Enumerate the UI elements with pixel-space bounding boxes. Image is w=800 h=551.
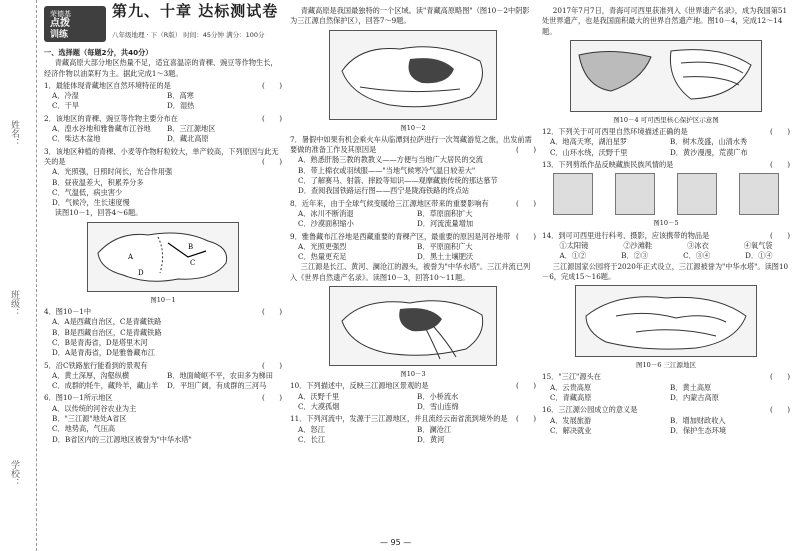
figure-caption: 图10－5 — [653, 219, 679, 228]
exam-subtitle: 八年级地理 · 下（R版） 时间：45分钟 满分：100分 — [112, 31, 265, 39]
options: A．冷湿 B．高寒 — [52, 91, 194, 101]
page-number: — 95 — — [380, 538, 412, 547]
options: A．冰川不断消退 B．草原面积扩大 — [298, 208, 473, 218]
column-2 — [290, 6, 536, 445]
options: C．长江 D．黄河 — [298, 434, 445, 444]
map-figure-10-1 — [87, 222, 239, 292]
passage: 2017年7月7日，青海可可西里获准列入《世界遗产名录》，成为我国第51处世界遗产，也是我国面积最大的世界自然遗产地。图10－4，完成12～14题。 — [542, 6, 788, 36]
question-7: 7．暑假中如果有机会乘火车从临潭到拉萨进行一次驾藏游览之旅，出发前需要做的准备工作及其原因是 ( ) — [290, 134, 536, 155]
items: ①太阳镜 ②沙滩鞋 ③冰衣 ④氧气袋 — [559, 240, 773, 250]
options: A．黄土深厚，沟壑纵横 B．地面崎岖不平，农田多为梯田 — [52, 370, 273, 380]
figure-caption: 图10－1 — [150, 295, 176, 304]
papercut-d — [739, 173, 779, 215]
question-3: 3．该地区种植的青稞、小麦等作物籽粒较大，单产较高，下列原因与此无关的是 ( ) — [44, 146, 282, 166]
question-11: 11．下列河流中，发源于三江源地区，并且流经云南省流到境外的是 ( ) — [290, 414, 536, 424]
three-rivers-map — [330, 287, 496, 365]
papercut-c — [677, 173, 717, 215]
options: A．云贵高原 B．黄土高原 — [550, 382, 712, 392]
papercut-a — [553, 173, 593, 215]
option: C．气温低，病虫害少 — [52, 187, 123, 197]
figure-caption: 图10－4 可可西里核心保护区示意图 — [613, 115, 719, 124]
column-1 — [44, 2, 282, 445]
brand-logo: 荣德基 点拨 训练 — [44, 6, 106, 42]
option: D．B省区内的三江源地区被誉为"中华水塔" — [52, 434, 192, 444]
figure-caption: 图10－3 — [400, 370, 426, 379]
question-15: 15．"三江"源头在 ( ) — [542, 372, 790, 382]
question-5: 5．沿C铁路旅行能看到的景观有 ( ) — [44, 360, 282, 370]
option: A．A是西藏自治区，C是青藏铁路 — [52, 317, 162, 327]
passage: 三江源是长江、黄河、澜沧江的源头，被誉为"中华水塔"。三江并流已列入《世界自然遗产名录》。读图10－3，回答10～11题。 — [290, 262, 531, 282]
options: C．沙漠面积缩小 D．河流流量增加 — [298, 219, 474, 229]
options: C．青藏高原 D．内蒙古高原 — [550, 393, 719, 403]
question-14: 14．到可可西里进行科考、摄影，应该携带的物品是 ( ) — [542, 230, 790, 240]
question-13: 13．下列剪纸作品反映藏族民族风情的是 ( ) — [542, 160, 790, 170]
options: C．大漠孤烟 D．雪山连绵 — [298, 401, 459, 411]
question-12: 12．下列关于可可西里自然环境描述正确的是 ( ) — [542, 127, 790, 137]
option: B．B是西藏自治区，C是青藏铁路 — [52, 327, 162, 337]
plateau-map — [330, 31, 496, 119]
question-16: 16．三江源公园成立的意义是 ( ) — [542, 405, 790, 415]
qinghai-tibet-map — [88, 223, 238, 291]
options: C．热量更充足 D．黑土土壤肥沃 — [298, 252, 474, 262]
hoh-xil-map — [571, 41, 761, 111]
question-9: 9．雅鲁藏布江谷地是西藏重要的青稞产区，最重要的原因是河谷地带 ( ) — [290, 231, 536, 241]
options: C．柴达木盆地 D．藏北高原 — [52, 134, 209, 144]
options: C．成群的牦牛，藏羚羊，藏山羊 D．平坦广阔，有成群的三河马 — [52, 381, 267, 391]
class-label: 班级： — [9, 290, 19, 317]
passage: 青藏高原大部分地区热量不足，适宜喜温凉的青稞、豌豆等作物生长，经济作物以油菜籽为主。据此完成1～3题。 — [44, 58, 278, 78]
option: B．昼夜温差大，积累养分多 — [52, 177, 144, 187]
map-figure-10-2 — [329, 30, 497, 120]
option: C．了解赛马、射箭、摔跤等知识——观摩藏族传统的那达慕节 — [298, 176, 498, 186]
sanjiangyuan-map — [576, 286, 756, 356]
options: A．怒江 B．澜沧江 — [298, 424, 452, 434]
question-2: 2．该地区的青稞、豌豆等作物主要分布在 ( ) — [44, 113, 282, 123]
options: A．发展旅游 B．增加财政收入 — [550, 415, 726, 425]
svg-text:D: D — [138, 268, 144, 277]
header — [44, 2, 282, 44]
section-heading: 一、选择题（每题2分，共40分） — [44, 48, 153, 57]
svg-text:A: A — [128, 252, 134, 261]
options: C．山环水绕，沃野千里 D．黄沙漫漫，荒漠广布 — [550, 147, 748, 157]
question-1: 1．最能体现青藏地区自然环境特征的是 ( ) — [44, 80, 282, 90]
option: A．光照强，日照时间长，光合作用强 — [52, 167, 173, 177]
option: B．"三江源"地处A省区 — [52, 414, 127, 424]
map-figure-10-3 — [329, 286, 497, 366]
column-3 — [542, 6, 790, 436]
question-6: 6．图10－1所示地区 ( ) — [44, 393, 282, 403]
map-figure-10-4 — [570, 40, 762, 112]
options: A．①② B．②③ C．③④ D．①④ — [559, 251, 773, 261]
option: C．地势高，气压高 — [52, 424, 116, 434]
passage: 三江源国家公园将于2020年正式设立，三江源被誉为"中华水塔"。读图10－6，完成15～16题。 — [542, 261, 789, 281]
option: C．B是青海省，D是塔里木河 — [52, 337, 148, 347]
options: A．沃野千里 B．小桥流水 — [298, 391, 459, 401]
option: A．熟悉肝肠三教的教教义——方便与当地广大居民的交流 — [298, 155, 483, 165]
question-8: 8．近年来，由于全球气候变暖给三江源地区带来的重要影响有 ( ) — [290, 198, 536, 208]
option: B．带上棉衣或羽绒服——"当地气候寒冷气温日较差大" — [298, 165, 476, 175]
papercut-b — [615, 173, 655, 215]
papercut-images — [542, 173, 790, 215]
question-10: 10．下列描述中，反映三江源地区景观的是 ( ) — [290, 381, 536, 391]
options: A．地高天寒，湖泊星罗 B．树木茂盛，山清水秀 — [550, 137, 748, 147]
map-figure-10-6 — [575, 285, 757, 357]
figure-caption: 图10－6 三江源地区 — [636, 361, 696, 370]
options: A．光照更强烈 B．平原面积广大 — [298, 241, 473, 251]
options: C．干旱 D．湿热 — [52, 101, 195, 111]
option: A．以传统的河谷农业为主 — [52, 403, 137, 413]
svg-text:C: C — [190, 258, 196, 267]
options: A．湟水谷地和雅鲁藏布江谷地 B．三江源地区 — [52, 124, 216, 134]
option: D．查阅我国铁路运行图——西宁是陇海铁路的终点站 — [298, 186, 470, 196]
option: D．A是青海省，D是雅鲁藏布江 — [52, 348, 155, 358]
question-4: 4．图10－1中 ( ) — [44, 307, 282, 317]
instruction: 读图10－1，回答4～6题。 — [54, 208, 143, 218]
figure-caption: 图10－2 — [400, 123, 426, 132]
options: C．解决就业 D．保护生态环境 — [550, 425, 727, 435]
exam-title: 第九、十章 达标测试卷 — [112, 2, 279, 20]
option: D．气候冷，生长速度慢 — [52, 198, 130, 208]
binding-margin — [0, 0, 37, 551]
school-label: 学校： — [9, 460, 19, 487]
passage: 青藏高原是我国最独特的一个区域。读"青藏高原略图"（图10－2中阴影为三江源自然保护区），回答7～9题。 — [290, 6, 530, 26]
name-label: 姓名： — [9, 120, 19, 147]
svg-text:B: B — [188, 242, 194, 251]
